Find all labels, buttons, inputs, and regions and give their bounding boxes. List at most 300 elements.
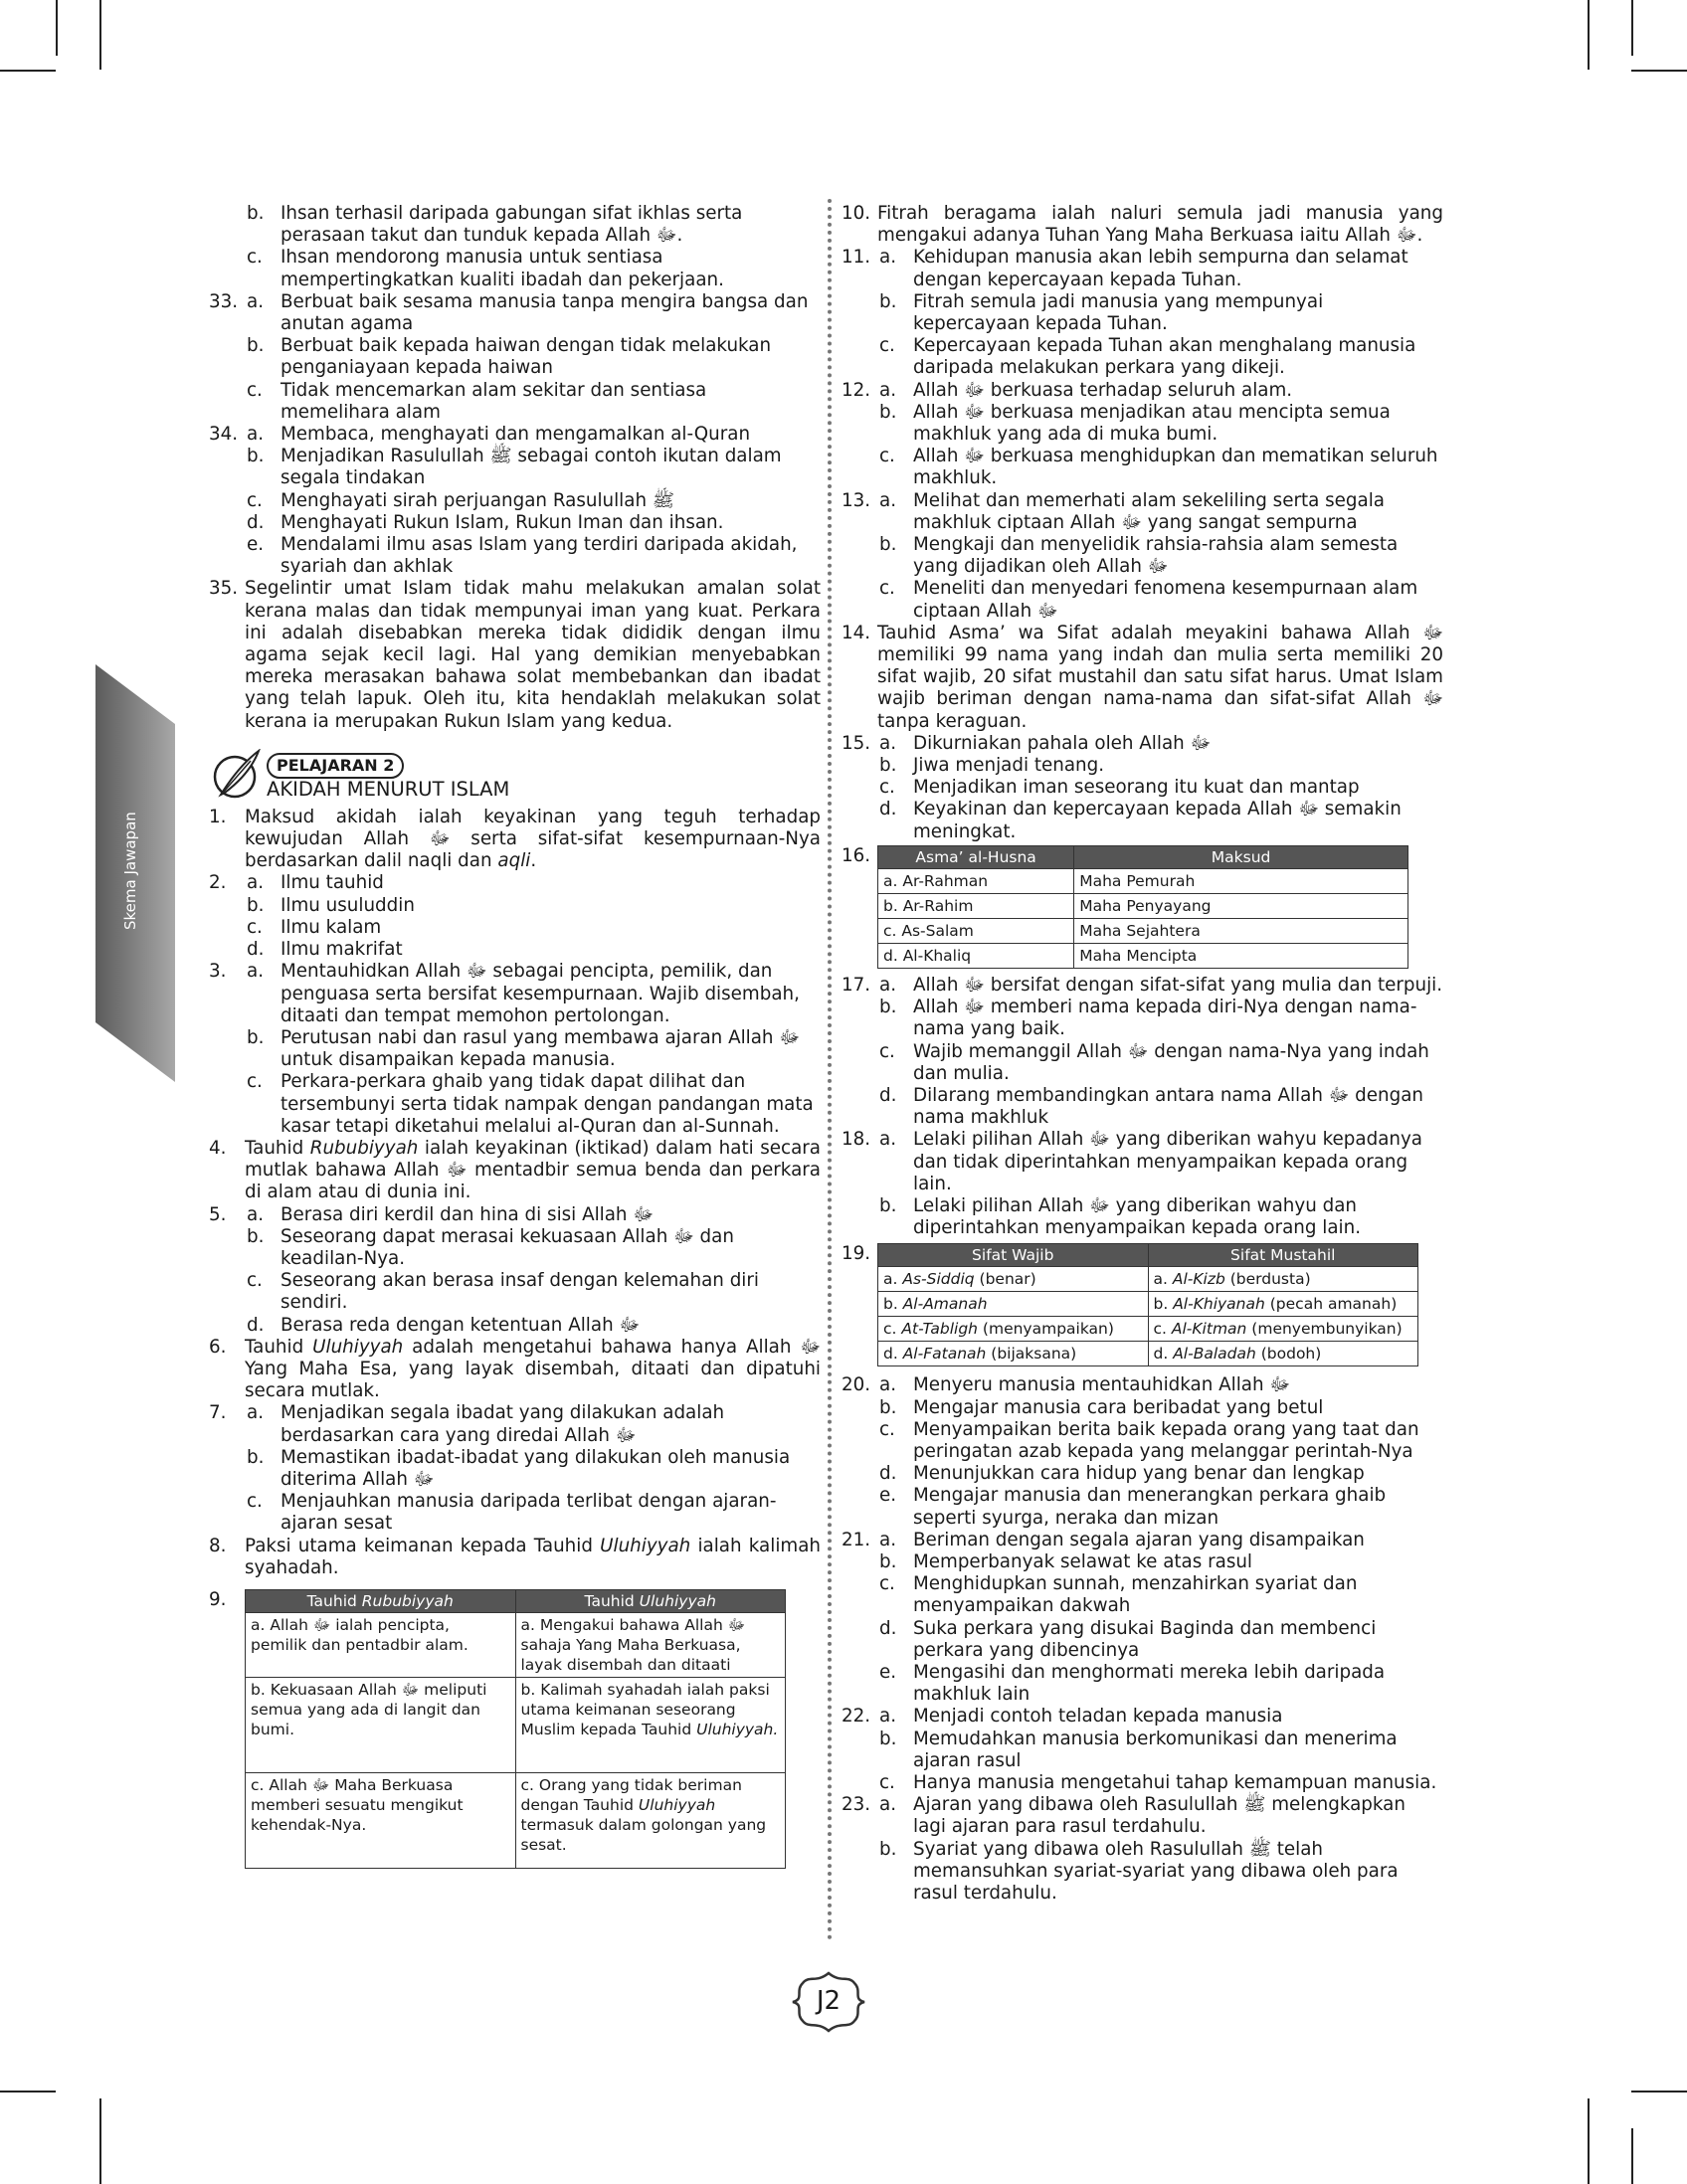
table-row (246, 1772, 786, 1868)
answer-text-italic: Rububiyyah (309, 1137, 419, 1159)
answer-part-text: Menghayati Rukun Islam, Rukun Iman dan ihsan. (281, 511, 724, 533)
answer-part (842, 247, 1443, 290)
answer-part-text: Menyeru manusia mentauhidkan Allah ﷻ (913, 1374, 1291, 1396)
question-14 (842, 623, 1443, 733)
answer-text (209, 807, 821, 873)
answer-part-text: Allah ﷻ memberi nama kepada diri-Nya dengan nama-nama yang baik. (913, 997, 1417, 1040)
asma-al-husna-table (877, 845, 1408, 969)
table-cell (878, 1317, 1149, 1342)
answer-part (842, 335, 1443, 379)
answer-part-text: Mengasihi dan menghormati mereka lebih daripada makhluk lain (913, 1661, 1386, 1706)
table-header: Sifat Mustahil (1148, 1244, 1418, 1267)
answer-part-letter: a. (247, 872, 265, 894)
question-number: 8. (209, 1535, 227, 1556)
table-cell: a. Mengakui bahawa Allah ﷻ sahaja Yang Maha Berkuasa, layak disembah dan ditaati (515, 1612, 786, 1677)
answer-part-letter: a. (879, 1529, 897, 1550)
answer-part-text: Berbuat baik kepada haiwan dengan tidak melakukan penganiayaan kepada haiwan (281, 335, 772, 379)
answer-part-text: Suka perkara yang disukai Baginda dan membenci perkara yang dibencinya (913, 1617, 1377, 1661)
lesson-badge: PELAJARAN 2 (267, 753, 404, 779)
answer-part (842, 1374, 1443, 1396)
cell-term: Al-Khiyanah (1173, 1295, 1265, 1314)
question-22 (842, 1706, 1443, 1794)
answer-part-letter: c. (247, 1071, 263, 1093)
answer-part-text: Menjadikan iman seseorang itu kuat dan mantap (913, 777, 1360, 799)
answer-part (842, 1706, 1443, 1728)
table-cell: d. Al-Khaliq (878, 943, 1074, 968)
cell-letter: d. (1153, 1345, 1174, 1364)
question-number: 6. (209, 1336, 227, 1358)
answer-part-letter: b. (879, 1396, 897, 1418)
answer-part-text: Jiwa menjadi tenang. (913, 755, 1105, 777)
crop-mark (99, 0, 101, 70)
table-cell (878, 1292, 1149, 1317)
cell-meaning: (pecah amanah) (1264, 1295, 1398, 1314)
answer-part-letter: c. (879, 777, 895, 799)
quill-icon (213, 749, 261, 801)
question-number: 33. (209, 290, 239, 312)
answer-part (842, 1195, 1443, 1239)
table-row (246, 1677, 786, 1772)
answer-part (209, 446, 821, 489)
answer-part (209, 424, 821, 446)
answer-part-text: Tidak mencemarkan alam sekitar dan sentiasa memelihara alam (281, 379, 707, 423)
cell-term: Al-Fatanah (902, 1345, 987, 1364)
answer-part-text: Ilmu makrifat (281, 939, 403, 961)
answer-part (842, 534, 1443, 578)
cell-letter: b. (1153, 1295, 1174, 1314)
answer-part (842, 1129, 1443, 1195)
answer-part-letter: b. (247, 894, 265, 916)
answer-part (209, 247, 821, 290)
answer-part-text: Ihsan mendorong manusia untuk sentiasa mempertingkatkan kualiti ibadah dan pekerjaan. (281, 247, 724, 290)
question-number: 17. (842, 974, 871, 996)
question-34 (209, 424, 821, 578)
answer-part-text: Allah ﷻ berkuasa menghidupkan dan mematikan seluruh makhluk. (913, 446, 1438, 489)
answer-part (209, 917, 821, 939)
column-divider (828, 199, 832, 1941)
table-header: Maksud (1074, 845, 1408, 868)
answer-text-part: Tauhid (245, 1137, 310, 1159)
answer-part (209, 291, 821, 335)
sifat-rasul-table (877, 1243, 1418, 1366)
answer-part-text: Hanya manusia mengetahui tahap kemampuan manusia. (913, 1771, 1437, 1793)
crop-mark (0, 70, 56, 72)
answer-part-letter: e. (879, 1485, 897, 1507)
answer-part-letter: a. (247, 961, 265, 983)
question-4 (209, 1138, 821, 1204)
answer-part-letter: c. (247, 379, 263, 401)
lesson-header (209, 747, 821, 803)
cell-meaning: (menyembunyikan) (1246, 1320, 1403, 1339)
question-number: 34. (209, 424, 239, 446)
answer-text-part: adalah mengetahui bahawa hanya Allah ﷻ Yang Maha Esa, yang layak disembah, ditaati dan dipatuhi secara mutlak. (245, 1336, 821, 1402)
answer-part-letter: b. (879, 1728, 897, 1749)
tauhid-comparison-table (245, 1589, 786, 1869)
table-cell: Maha Sejahtera (1074, 918, 1408, 943)
answer-part (842, 1772, 1443, 1794)
question-number: 16. (842, 844, 871, 866)
table-row (878, 918, 1408, 943)
question-number: 15. (842, 732, 871, 754)
table-header: Sifat Wajib (878, 1244, 1149, 1267)
answer-part-letter: a. (879, 489, 897, 511)
answer-part-text: Mengkaji dan menyelidik rahsia-rahsia alam semesta yang dijadikan oleh Allah ﷻ (913, 534, 1399, 578)
answer-part (842, 380, 1443, 402)
answer-part-letter: a. (879, 974, 897, 996)
left-column (209, 203, 821, 1869)
answer-part (842, 1085, 1443, 1129)
answer-part-letter: a. (879, 1706, 897, 1728)
question-2 (209, 872, 821, 961)
table-cell: Maha Pemurah (1074, 868, 1408, 893)
answer-part-letter: b. (879, 1194, 897, 1216)
cell-term: At-Tabligh (901, 1320, 978, 1339)
answer-part-text: Kehidupan manusia akan lebih sempurna dan selamat dengan kepercayaan kepada Tuhan. (913, 247, 1408, 290)
question-10 (842, 203, 1443, 247)
answer-part-text: Menghidupkan sunnah, menzahirkan syariat dan menyampaikan dakwah (913, 1573, 1358, 1617)
answer-part-letter: d. (247, 939, 265, 961)
answer-part (209, 1071, 821, 1138)
answer-part (209, 1315, 821, 1337)
cell-meaning: (benar) (974, 1270, 1036, 1289)
answer-part (209, 895, 821, 917)
answer-part-letter: a. (879, 247, 897, 269)
answer-part-letter: c. (247, 1491, 263, 1513)
answer-part-letter: a. (879, 732, 897, 754)
answer-part-text: Memudahkan manusia berkomunikasi dan menerima ajaran rasul (913, 1728, 1398, 1771)
question-15 (842, 733, 1443, 843)
crop-mark (99, 2098, 101, 2184)
cell-letter: a. (883, 1270, 903, 1289)
answer-part-text: Menunjukkan cara hidup yang benar dan lengkap (913, 1463, 1365, 1485)
answer-part (842, 1573, 1443, 1617)
question-number: 11. (842, 247, 871, 269)
answer-part-letter: b. (247, 335, 265, 357)
question-13 (842, 490, 1443, 623)
answer-part-text: Mengajar manusia cara beribadat yang betul (913, 1396, 1324, 1418)
question-number: 22. (842, 1706, 871, 1728)
question-20 (842, 1374, 1443, 1529)
answer-part (842, 1041, 1443, 1085)
answer-part-letter: b. (879, 290, 897, 312)
answer-part (209, 1402, 821, 1446)
answer-part (842, 402, 1443, 446)
answer-part-letter: b. (879, 1838, 897, 1860)
answer-part-text: Lelaki pilihan Allah ﷻ yang diberikan wahyu kepadanya dan tidak diperintahkan menyampaikan kepada orang lain. (913, 1129, 1423, 1194)
answer-part-letter: d. (879, 1084, 897, 1106)
answer-part-text: Fitrah semula jadi manusia yang mempunyai kepercayaan kepada Tuhan. (913, 290, 1324, 335)
answer-part-letter: b. (879, 534, 897, 556)
answer-text-part: . (530, 850, 537, 872)
table-header: Tauhid Uluhiyyah (515, 1589, 786, 1612)
answer-part (209, 1491, 821, 1535)
answer-part (842, 975, 1443, 997)
question-number: 10. (842, 203, 871, 224)
answer-part-text: Berasa reda dengan ketentuan Allah ﷻ (281, 1314, 641, 1336)
answer-part-text: Meneliti dan menyedari fenomena kesempurnaan alam ciptaan Allah ﷻ (913, 578, 1418, 622)
answer-part-letter: c. (247, 1270, 263, 1292)
question-number: 13. (842, 489, 871, 511)
answer-part-text: Melihat dan memerhati alam sekeliling serta segala makhluk ciptaan Allah ﷻ yang sangat sempurna (913, 489, 1386, 533)
answer-part (842, 733, 1443, 755)
answer-part-letter: a. (247, 1203, 265, 1225)
question-number: 14. (842, 622, 871, 643)
question-number: 19. (842, 1243, 871, 1265)
answer-part (209, 939, 821, 961)
answer-part-text: Mendalami ilmu asas Islam yang terdiri daripada akidah, syariah dan akhlak (281, 534, 798, 578)
table-cell (1148, 1267, 1418, 1292)
answer-part-letter: b. (879, 755, 897, 777)
table-row (878, 893, 1408, 918)
answer-part-text: Berbuat baik sesama manusia tanpa mengira bangsa dan anutan agama (281, 290, 809, 335)
answer-part (842, 1662, 1443, 1706)
answer-text-part: Tauhid (245, 1336, 313, 1358)
crop-mark (56, 0, 58, 56)
answer-part (842, 777, 1443, 799)
crop-mark (1588, 0, 1590, 70)
answer-part (842, 1419, 1443, 1463)
answer-part (842, 1530, 1443, 1551)
question-number: 5. (209, 1203, 227, 1225)
answer-part-letter: d. (247, 1314, 265, 1336)
answer-part-text: Membaca, menghayati dan mengamalkan al-Quran (281, 424, 751, 446)
cell-term: As-Siddiq (902, 1270, 975, 1289)
question-12 (842, 380, 1443, 490)
answer-part (209, 1027, 821, 1071)
answer-text-italic: Uluhiyyah (600, 1535, 691, 1556)
table-cell: b. Kekuasaan Allah ﷻ meliputi semua yang ada di langit dan bumi. (246, 1677, 516, 1772)
answer-part-letter: a. (247, 1402, 265, 1424)
answer-part (842, 755, 1443, 777)
answer-part-letter: a. (879, 1794, 897, 1816)
question-1 (209, 807, 821, 873)
answer-text: Fitrah beragama ialah naluri semula jadi manusia yang mengakui adanya Tuhan Yang Maha Berkuasa iaitu Allah ﷻ. (877, 203, 1443, 247)
answer-part (209, 380, 821, 424)
answer-part-text: Dilarang membandingkan antara nama Allah ﷻ dengan nama makhluk (913, 1084, 1424, 1129)
question-number: 3. (209, 961, 227, 983)
table-cell: c. Allah ﷻ Maha Berkuasa memberi sesuatu mengikut kehendak-Nya. (246, 1772, 516, 1868)
question-23 (842, 1794, 1443, 1905)
answer-text (209, 1536, 821, 1579)
answer-text-italic: aqli (497, 850, 531, 872)
table-cell: c. Orang yang tidak beriman dengan Tauhid Uluhiyyah termasuk dalam golongan yang sesat. (515, 1772, 786, 1868)
table-cell: a. Ar-Rahman (878, 868, 1074, 893)
answer-part-text: Menghayati sirah perjuangan Rasulullah ﷺ (281, 489, 674, 511)
answer-part-text: Berasa diri kerdil dan hina di sisi Allah ﷻ (281, 1203, 654, 1225)
question-number: 20. (842, 1374, 871, 1396)
question-17 (842, 975, 1443, 1129)
answer-part-letter: c. (879, 1573, 895, 1595)
answer-part-text: Allah ﷻ bersifat dengan sifat-sifat yang mulia dan terpuji. (913, 974, 1443, 996)
table-cell: Maha Mencipta (1074, 943, 1408, 968)
table-row (878, 868, 1408, 893)
answer-part-text: Perkara-perkara ghaib yang tidak dapat dilihat dan tersembunyi serta tidak nampak dengan pandangan mata kasar tetapi diketahui melalui al-Quran dan al-Sunnah. (281, 1071, 814, 1137)
answer-part-letter: c. (879, 1040, 895, 1062)
question-number: 1. (209, 806, 227, 827)
answer-part-text: Perutusan nabi dan rasul yang membawa ajaran Allah ﷻ untuk disampaikan kepada manusia. (281, 1026, 800, 1071)
question-6 (209, 1337, 821, 1403)
answer-part-text: Mentauhidkan Allah ﷻ sebagai pencipta, pemilik, dan penguasa serta bersifat kesempurnaan. Wajib disembah, ditaati dan tempat memohon pertolongan. (281, 961, 800, 1026)
page-number: J2 (816, 1986, 842, 2016)
answer-part-text: Dikurniakan pahala oleh Allah ﷻ (913, 732, 1212, 754)
cell-meaning: (berdusta) (1224, 1270, 1311, 1289)
answer-part (842, 1839, 1443, 1906)
right-column (842, 203, 1443, 1905)
question-19 (842, 1243, 1443, 1366)
answer-part-text: Seseorang akan berasa insaf dengan kelemahan diri sendiri. (281, 1270, 759, 1314)
answer-part-text: Menjauhkan manusia daripada terlibat dengan ajaran-ajaran sesat (281, 1491, 777, 1535)
table-row (878, 1342, 1418, 1366)
answer-part-letter: d. (879, 1617, 897, 1639)
answer-text-part: ialah keyakinan (iktikad) dalam hati secara mutlak bahawa Allah ﷻ mentadbir semua benda dan perkara di alam atau di dunia ini. (245, 1137, 821, 1203)
cell-meaning: (bodoh) (1255, 1345, 1322, 1364)
answer-part-letter: c. (247, 489, 263, 511)
answer-part-letter: d. (879, 799, 897, 820)
table-cell: b. Kalimah syahadah ialah paksi utama keimanan seseorang Muslim kepada Tauhid Uluhiyyah. (515, 1677, 786, 1772)
question-number: 18. (842, 1129, 871, 1151)
table-cell: c. As-Salam (878, 918, 1074, 943)
table-cell (878, 1267, 1149, 1292)
answer-part (842, 1397, 1443, 1419)
crop-mark (1631, 0, 1633, 56)
table-cell: Maha Penyayang (1074, 893, 1408, 918)
answer-part-text: Seseorang dapat merasai kekuasaan Allah ﷻ dan keadilan-Nya. (281, 1225, 734, 1269)
question-number: 7. (209, 1402, 227, 1424)
answer-text-part: Maksud akidah ialah keyakinan yang teguh terhadap kewujudan Allah ﷻ serta sifat-sifat kesempurnaan-Nya berdasarkan dalil naqli dan (245, 806, 821, 872)
answer-part-text: Ajaran yang dibawa oleh Rasulullah ﷺ melengkapkan lagi ajaran para rasul terdahulu. (913, 1794, 1406, 1838)
answer-part-text: Mengajar manusia dan menerangkan perkara ghaib seperti syurga, neraka dan mizan (913, 1485, 1387, 1529)
answer-part (209, 1447, 821, 1491)
answer-part-letter: d. (879, 1463, 897, 1485)
crop-mark (1631, 70, 1687, 72)
question-8 (209, 1536, 821, 1579)
question-18 (842, 1129, 1443, 1239)
answer-part-letter: a. (879, 1129, 897, 1151)
answer-part-letter: c. (879, 335, 895, 357)
answer-part-letter: a. (879, 379, 897, 401)
answer-part (209, 1204, 821, 1226)
answer-part (842, 490, 1443, 534)
answer-part-text: Menyampaikan berita baik kepada orang yang taat dan peringatan azab kepada yang melanggar perintah-Nya (913, 1418, 1419, 1462)
table-cell (1148, 1292, 1418, 1317)
answer-part (842, 997, 1443, 1040)
crop-mark (1631, 2128, 1633, 2184)
crop-mark (1631, 2091, 1687, 2093)
answer-part (209, 961, 821, 1027)
page-number-badge (789, 1971, 868, 2033)
answer-part-text: Lelaki pilihan Allah ﷻ yang diberikan wahyu dan diperintahkan menyampaikan kepada orang lain. (913, 1194, 1362, 1239)
answer-part-letter: d. (247, 511, 265, 533)
answer-part-text: Ilmu usuluddin (281, 894, 415, 916)
answer-part-letter: c. (247, 247, 263, 269)
question-5 (209, 1204, 821, 1337)
answer-text-italic: Uluhiyyah (312, 1336, 404, 1358)
answer-part-letter: a. (879, 1374, 897, 1396)
answer-part (209, 335, 821, 379)
table-cell (878, 1342, 1149, 1366)
answer-part-letter: a. (247, 424, 265, 446)
answer-part (209, 872, 821, 894)
answer-part (842, 291, 1443, 335)
sidebar-label: Skema Jawapan (121, 812, 139, 930)
crop-mark (1588, 2098, 1590, 2184)
answer-text (209, 1138, 821, 1204)
answer-part (209, 1270, 821, 1314)
question-35 (209, 578, 821, 732)
cell-letter: d. (883, 1345, 903, 1364)
answer-part-letter: e. (879, 1661, 897, 1683)
table-row (878, 1317, 1418, 1342)
answer-part-text: Ihsan terhasil daripada gabungan sifat ikhlas serta perasaan takut dan tunduk kepada Allah ﷻ. (281, 203, 743, 247)
answer-part (842, 1729, 1443, 1772)
answer-part (842, 1463, 1443, 1485)
table-row (878, 1267, 1418, 1292)
answer-part-letter: b. (247, 446, 265, 467)
question-33 (209, 291, 821, 424)
answer-part (842, 446, 1443, 489)
question-32-continued (209, 203, 821, 291)
cell-letter: a. (1153, 1270, 1173, 1289)
answer-part-letter: c. (879, 578, 895, 600)
answer-part (209, 490, 821, 512)
question-number: 9. (209, 1588, 227, 1610)
question-7 (209, 1402, 821, 1535)
answer-part-text: Memastikan ibadat-ibadat yang dilakukan oleh manusia diterima Allah ﷻ (281, 1446, 791, 1490)
table-cell: b. Ar-Rahim (878, 893, 1074, 918)
answer-part-text: Wajib memanggil Allah ﷻ dengan nama-Nya yang indah dan mulia. (913, 1040, 1429, 1084)
answer-part-text: Menjadikan Rasulullah ﷺ sebagai contoh ikutan dalam segala tindakan (281, 446, 782, 489)
cell-meaning: (menyampaikan) (978, 1320, 1114, 1339)
question-number: 35. (209, 578, 239, 600)
table-header: Asma’ al-Husna (878, 845, 1074, 868)
answer-part-text: Ilmu kalam (281, 916, 382, 938)
answer-part-text: Ilmu tauhid (281, 872, 384, 894)
table-cell: a. Allah ﷻ ialah pencipta, pemilik dan pentadbir alam. (246, 1612, 516, 1677)
answer-part-letter: a. (247, 290, 265, 312)
cell-term: Al-Kitman (1171, 1320, 1247, 1339)
table-row (878, 943, 1408, 968)
cell-term: Al-Amanah (902, 1295, 988, 1314)
answer-part (842, 1794, 1443, 1838)
question-3 (209, 961, 821, 1138)
crop-mark (0, 2091, 56, 2093)
cell-term: Al-Baladah (1173, 1345, 1256, 1364)
question-21 (842, 1530, 1443, 1707)
answer-part-letter: b. (247, 1026, 265, 1048)
answer-part-letter: c. (247, 916, 263, 938)
cell-letter: b. (883, 1295, 903, 1314)
cell-letter: c. (883, 1320, 902, 1339)
answer-part-text: Allah ﷻ berkuasa menjadikan atau mencipta semua makhluk yang ada di muka bumi. (913, 401, 1391, 446)
answer-text-part: Paksi utama keimanan kepada Tauhid (245, 1535, 601, 1556)
lesson-title: AKIDAH MENURUT ISLAM (267, 777, 510, 801)
cell-letter: c. (1153, 1320, 1172, 1339)
table-cell (1148, 1342, 1418, 1366)
question-11 (842, 247, 1443, 379)
answer-part (209, 203, 821, 247)
answer-part-text: Syariat yang dibawa oleh Rasulullah ﷺ telah memansuhkan syariat-syariat yang dibawa oleh para rasul terdahulu. (913, 1838, 1399, 1904)
question-number: 12. (842, 379, 871, 401)
answer-text (209, 1337, 821, 1403)
answer-part-letter: b. (247, 1446, 265, 1468)
answer-text: Tauhid Asma’ wa Sifat adalah meyakini bahawa Allah ﷻ memiliki 99 nama yang indah dan mulia serta memiliki 20 sifat wajib, 20 sifat mustahil dan satu sifat harus. Umat Islam wajib beriman dengan nama-nama dan sifat-sifat Allah ﷻ tanpa keraguan. (877, 622, 1443, 732)
question-9 (209, 1589, 821, 1869)
answer-part-text: Keyakinan dan kepercayaan kepada Allah ﷻ semakin meningkat. (913, 799, 1402, 842)
question-number: 21. (842, 1529, 871, 1550)
answer-part-letter: c. (879, 1418, 895, 1440)
cell-meaning: (bijaksana) (986, 1345, 1077, 1364)
question-number: 4. (209, 1137, 227, 1159)
